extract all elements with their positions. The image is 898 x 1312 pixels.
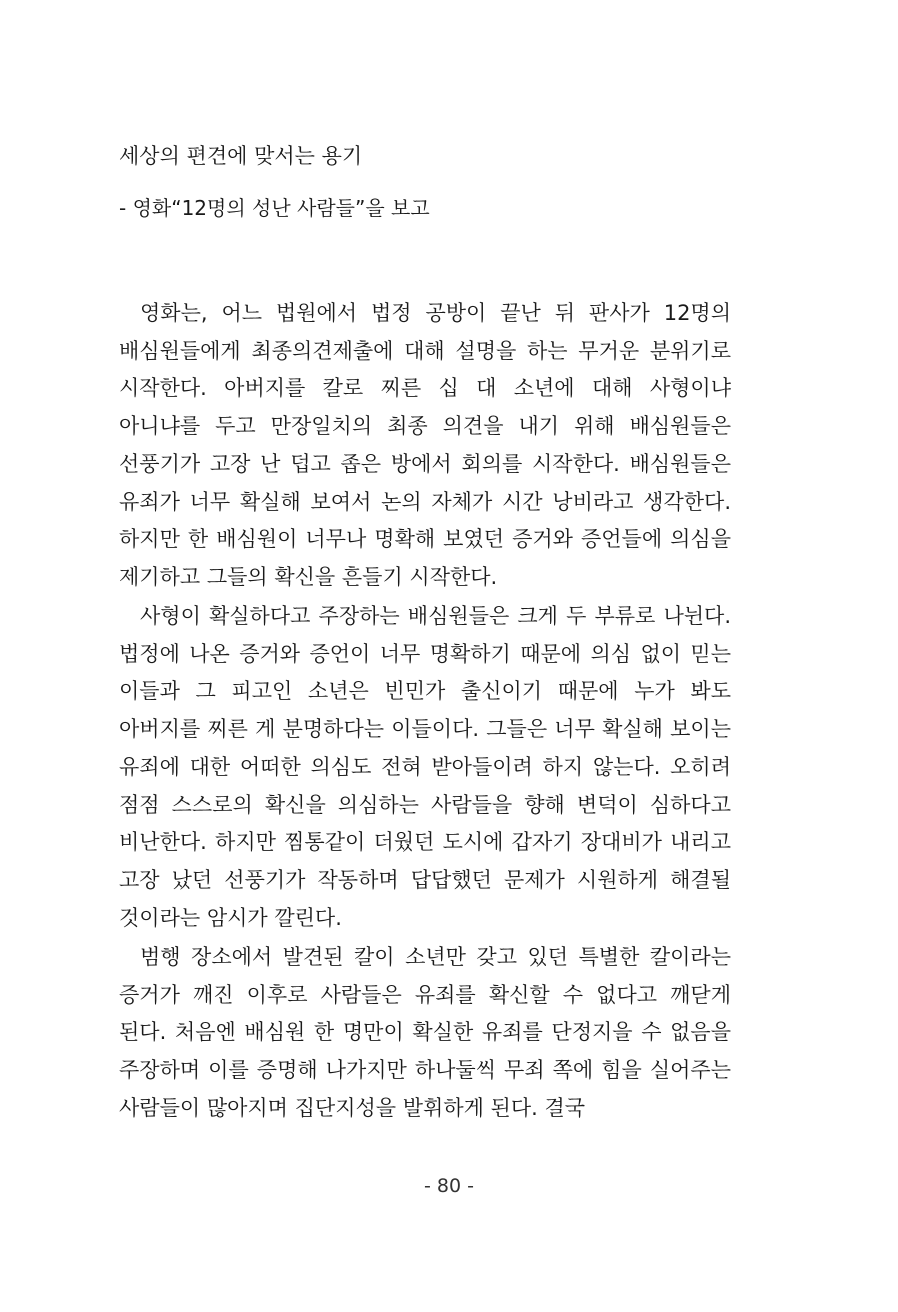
essay-subtitle: - 영화“12명의 성난 사람들”을 보고 [119,196,430,220]
paragraph-1-block [119,295,731,597]
paragraph-2-block [119,598,731,937]
paragraph: 범행 장소에서 발견된 칼이 소년만 갖고 있던 특별한 칼이라는 증거가 깨진 이후로 사람들은 유죄를 확신할 수 없다고 깨닫게 된다. 처음엔 배심원 한 명만이 확실한 유죄를 단정지을 수 없음을 주장하며 이를 증명해 나가지만 하나둘씩 무죄 쪽에 힘을 실어주는 사람들이 많아지며 집단지성을 발휘하게 된다. 결국 [119,945,731,1120]
paragraph: 사형이 확실하다고 주장하는 배심원들은 크게 두 부류로 나뉜다. 법정에 나온 증거와 증언이 너무 명확하기 때문에 의심 없이 믿는 이들과 그 피고인 소년은 빈민가 출신이기 때문에 누가 봐도 아버지를 찌른 게 분명하다는 이들이다. 그들은 너무 확실해 보이는 유죄에 대한 어떠한 의심도 전혀 받아들이려 하지 않는다. 오히려 점점 스스로의 확신을 의심하는 사람들을 향해 변덕이 심하다고 비난한다. 하지만 찜통같이 더웠던 도시에 갑자기 장대비가 내리고 고장 났던 선풍기가 작동하며 답답했던 문제가 시원하게 해결될 것이라는 암시가 깔린다. [119,604,731,930]
page-number: - 80 - [424,1175,474,1197]
paragraph: 영화는, 어느 법원에서 법정 공방이 끝난 뒤 판사가 12명의 배심원들에게 최종의견제출에 대해 설명을 하는 무거운 분위기로 시작한다. 아버지를 칼로 찌른 십 대 소년에 대해 사형이냐 아니냐를 두고 만장일치의 최종 의견을 내기 위해 배심원들은 선풍기가 고장 난 덥고 좁은 방에서 회의를 시작한다. 배심원들은 유죄가 너무 확실해 보여서 논의 자체가 시간 낭비라고 생각한다. 하지만 한 배심원이 너무나 명확해 보였던 증거와 증언들에 의심을 제기하고 그들의 확신을 흔들기 시작한다. [119,301,731,589]
paragraph-3-block [119,939,731,1128]
essay-title: 세상의 편견에 맞서는 용기 [119,144,363,168]
